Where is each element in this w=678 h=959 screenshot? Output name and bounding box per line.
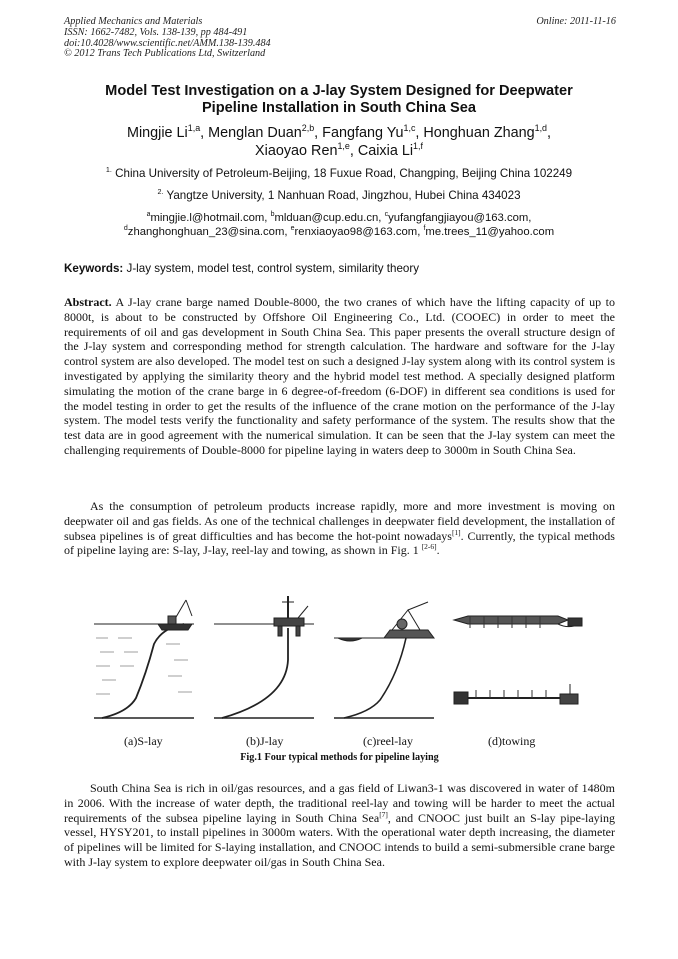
- email-address[interactable]: zhanghonghuan_23@sina.com: [127, 225, 285, 238]
- author-name: Fangfang Yu: [322, 125, 404, 141]
- journal-name: Applied Mechanics and Materials: [64, 16, 203, 27]
- title-line-2: Pipeline Installation in South China Sea: [201, 100, 477, 116]
- intro-paragraph: [64, 499, 615, 558]
- panel-towing: [454, 616, 582, 704]
- body-paragraph: [64, 781, 615, 870]
- author-sup: 1,d: [534, 123, 548, 134]
- email-list: $^a$mingjie.l@hotmail.com, $^b$mlduan@cup.edu.cn, $^c$yufangfangjiayou@163.com, $^d$zhanghonghuan_23@sina.com, $^e$renxiaoyao98@163.com, $^f$me.trees_11@yahoo.com: [123, 211, 555, 238]
- body-text-b: , and CNOOC just built an S-lay pipe-laying vessel, HYSY201, to install pipelines in 3000m waters. With the operational water depth increasing, the diameter of pipelines will be limited for S-laying installation, and CNOOC intends to build a semi-submersible crane barge with J-lay system to explore deepwater oil/gas in South China Sea.: [64, 810, 615, 869]
- email-address[interactable]: me.trees_11@yahoo.com: [425, 225, 555, 238]
- intro-text-b: . Currently, the typical methods of pipeline laying are: S-lay, J-lay, reel-lay and towing, as shown in Fig. 1: [64, 528, 615, 558]
- author-sup: 1,e: [337, 141, 350, 152]
- author-name: Mingjie Li: [126, 125, 188, 141]
- author-name: Honghuan Zhang: [423, 125, 535, 141]
- keywords-text: J-lay system, model test, control system, similarity theory: [126, 262, 420, 275]
- author-sup: 1,f: [413, 141, 423, 152]
- citation-ref[interactable]: [1]: [451, 527, 461, 537]
- author-sup: 1,a: [187, 123, 201, 134]
- figure-caption: Fig.1 Four typical methods for pipeline laying: [240, 752, 439, 763]
- running-header: [64, 17, 616, 60]
- affiliation-2: [60, 189, 618, 203]
- email-address[interactable]: mlduan@cup.edu.cn: [274, 212, 379, 224]
- email-address[interactable]: yufangfangjiayou@163.com: [388, 212, 529, 224]
- citation-ref[interactable]: [2-6]: [421, 542, 437, 552]
- issn-line: ISSN: 1662-7482, Vols. 138-139, pp 484-491: [64, 26, 248, 38]
- subcaption-towing: (d)towing: [488, 734, 536, 748]
- citation-ref[interactable]: [7]: [379, 809, 388, 819]
- email-mark: a: [146, 211, 151, 219]
- online-date: Online: 2011-11-16: [536, 16, 616, 27]
- author-sup: 2,b: [301, 123, 315, 134]
- intro-text-c: .: [436, 543, 440, 558]
- affiliation-1: [60, 167, 618, 181]
- keywords-label: Keywords:: [64, 262, 124, 275]
- email-address[interactable]: renxiaoyao98@163.com: [294, 225, 418, 238]
- paper-title: [60, 83, 618, 117]
- panel-reel-lay: [334, 602, 434, 718]
- doi-line: doi:10.4028/www.scientific.net/AMM.138-139.484: [64, 37, 271, 49]
- abstract-label: Abstract.: [64, 295, 112, 309]
- body-text-a: South China Sea is rich in oil/gas resources, and a gas field of Liwan3-1 was discovered in water of 1480m in 2006. With the increase of water depth, the traditional reel-lay and towing will be harder to meet the actual requirements of the subsea pipeline laying in South China Sea: [64, 781, 615, 825]
- author-name: Menglan Duan: [208, 125, 302, 141]
- intro-text-a: As the consumption of petroleum products increase rapidly, more and more investment is moving on deepwater oil and gas fields. As one of the technical challenges in deepwater field development, the installation of subsea pipelines is of great difficulties and has become the hot-point nowadays: [64, 499, 615, 543]
- abstract: [64, 295, 615, 458]
- panel-j-lay: [214, 596, 314, 718]
- affiliation-mark: 1.: [105, 165, 112, 175]
- email-mark: e: [290, 224, 295, 232]
- email-mark: b: [270, 211, 275, 219]
- subcaption-s-lay: (a)S-lay: [124, 734, 163, 748]
- email-mark: c: [384, 211, 389, 219]
- email-mark: f: [423, 224, 426, 232]
- author-list: Mingjie Li$^{1,a}$, Menglan Duan$^{2,b}$, Fangfang Yu$^{1,c}$, Honghuan Zhang$^{1,d}$, Xiaoyao Ren$^{1,e}$, Caixia Li$^{1,f}$: [126, 123, 552, 159]
- panel-s-lay: [94, 600, 194, 718]
- author-name: Xiaoyao Ren: [255, 143, 338, 159]
- email-address[interactable]: mingjie.l@hotmail.com: [150, 212, 265, 224]
- subcaption-reel-lay: (c)reel-lay: [363, 734, 413, 748]
- abstract-text: A J-lay crane barge named Double-8000, the two cranes of which have the lifting capacity of up to 8000t, is about to be constructed by Offshore Oil Engineering Co., Ltd. (COOEC) in order to meet the requirements of oil and gas development in South China Sea. This paper presents the overall structure design of the J-lay system and corresponding method for strength calculation. The hardware and software for the J-lay control system are also developed. The model test on such a designed J-lay system along with its control system is investigated by applying the similarity theory and the hybrid model test method. A specially designed platform simulating the motion of the crane barge in 6 degree-of-freedom (6-DOF) in different sea conditions is used for the model testing in order to get the results of the influence of the crane motion on the performance of the J-lay system. The model tests verify the functionality and safety performance of the system. The results show that the test data are in good agreement with the numerical simulation. It can be seen that the J-lay system can meet the challenging requirements of Double-8000 for pipeline laying in waters deep to 3000m in South China Sea.: [64, 295, 615, 457]
- affiliation-mark: 2.: [157, 187, 164, 197]
- keywords: [64, 262, 419, 275]
- email-mark: d: [123, 224, 128, 232]
- affiliation-text: Yangtze University, 1 Nanhuan Road, Jingzhou, Hubei China 434023: [166, 189, 521, 202]
- title-line-1: Model Test Investigation on a J-lay System Designed for Deepwater: [105, 83, 573, 99]
- affiliation-text: China University of Petroleum-Beijing, 18 Fuxue Road, Changping, Beijing China 102249: [115, 167, 573, 180]
- copyright-line: © 2012 Trans Tech Publications Ltd, Switzerland: [64, 48, 266, 60]
- figure-pipeline-laying-methods: [88, 594, 588, 734]
- author-sup: 1,c: [403, 123, 416, 134]
- subcaption-j-lay: (b)J-lay: [246, 734, 284, 748]
- author-name: Caixia Li: [357, 143, 414, 159]
